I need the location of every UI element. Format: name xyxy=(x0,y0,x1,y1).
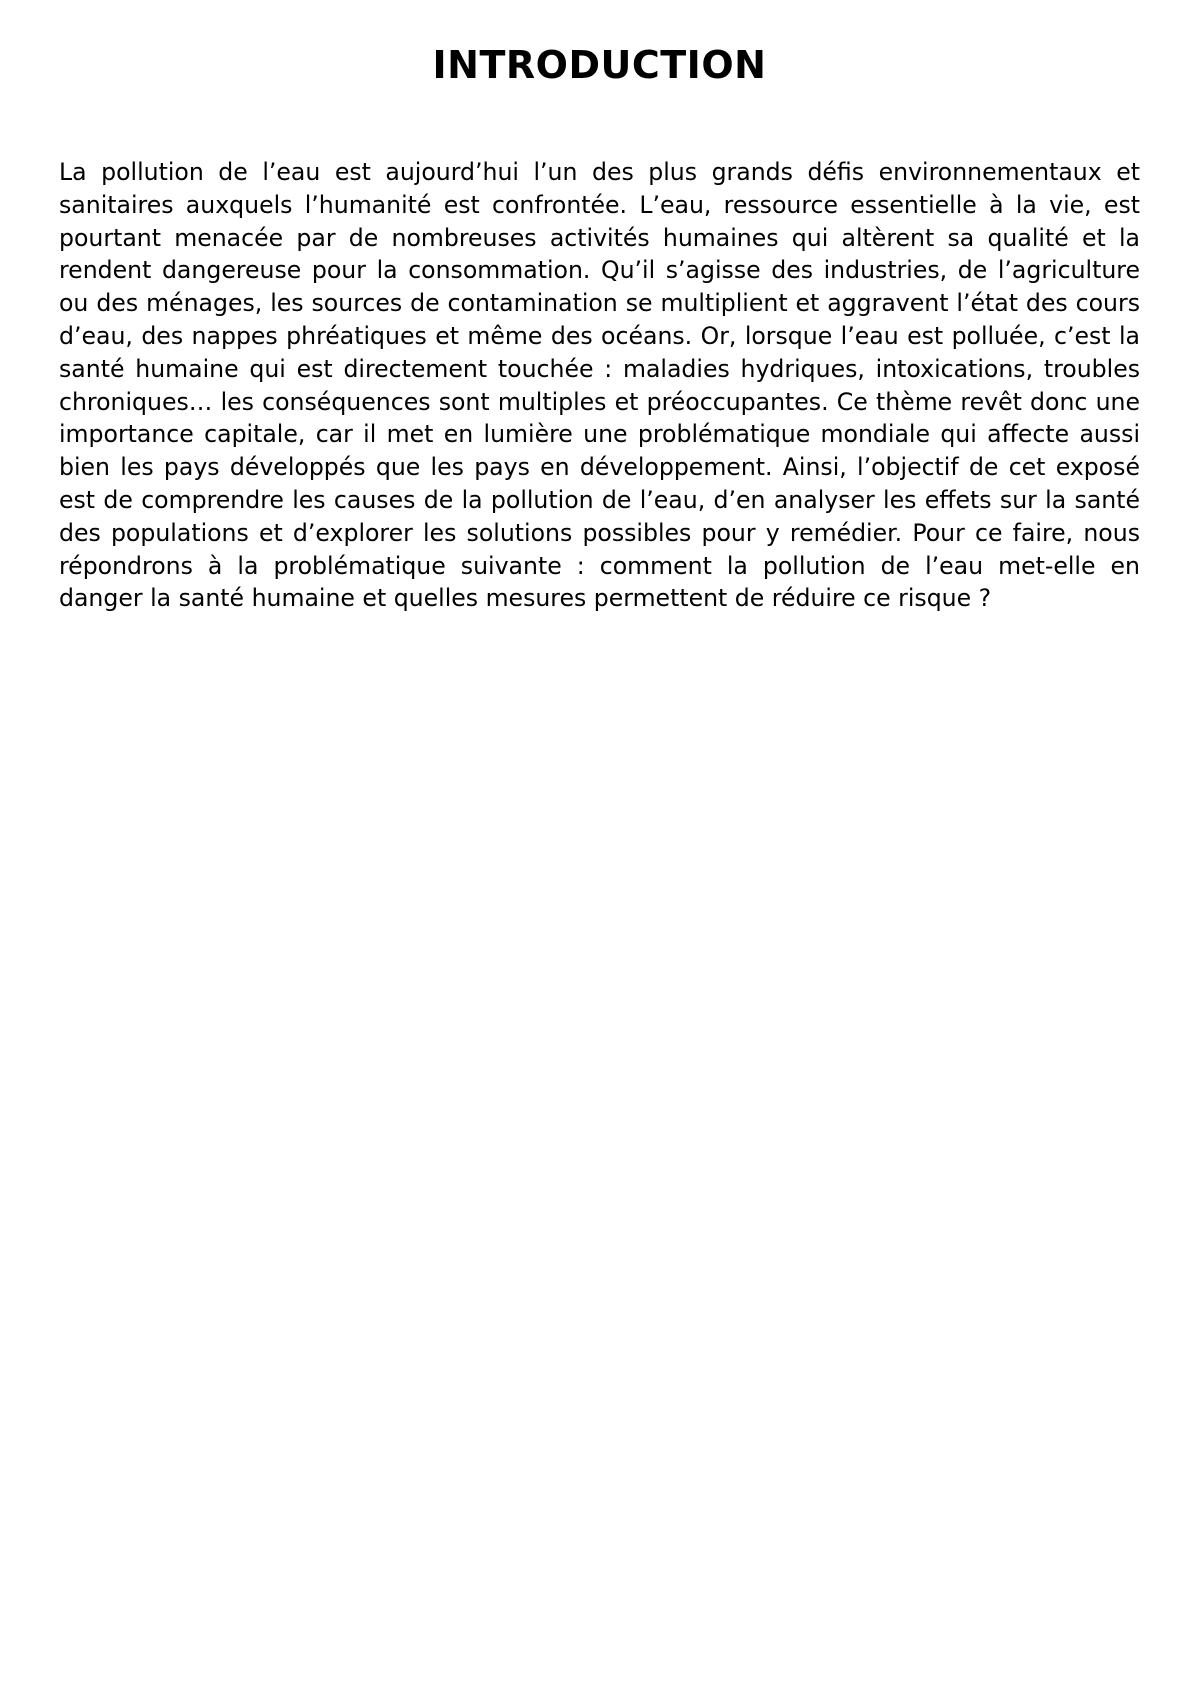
page-title: INTRODUCTION xyxy=(432,43,767,87)
introduction-paragraph: La pollution de l’eau est aujourd’hui l’un des plus grands défis environnementaux et sanitaires auxquels l’humanité est confrontée. L’eau, ressource essentielle à la vie, est pourtant menacée par de nombreuses activités humaines qui altèrent sa qualité et la rendent dangereuse pour la consommation. Qu’il s’agisse des industries, de l’agriculture ou des ménages, les sources de contamination se multiplient et aggravent l’état des cours d’eau, des nappes phréatiques et même des océans. Or, lorsque l’eau est polluée, c’est la santé humaine qui est directement touchée : maladies hydriques, intoxications, troubles chroniques… les conséquences sont multiples et préoccupantes. Ce thème revêt donc une importance capitale, car il met en lumière une problématique mondiale qui affecte aussi bien les pays développés que les pays en développement. Ainsi, l’objectif de cet exposé est de comprendre les causes de la pollution de l’eau, d’en analyser les effets sur la santé des populations et d’explorer les solutions possibles pour y remédier. Pour ce faire, nous répondrons à la problématique suivante : comment la pollution de l’eau met-elle en danger la santé humaine et quelles mesures permettent de réduire ce risque ? xyxy=(59,158,1140,613)
